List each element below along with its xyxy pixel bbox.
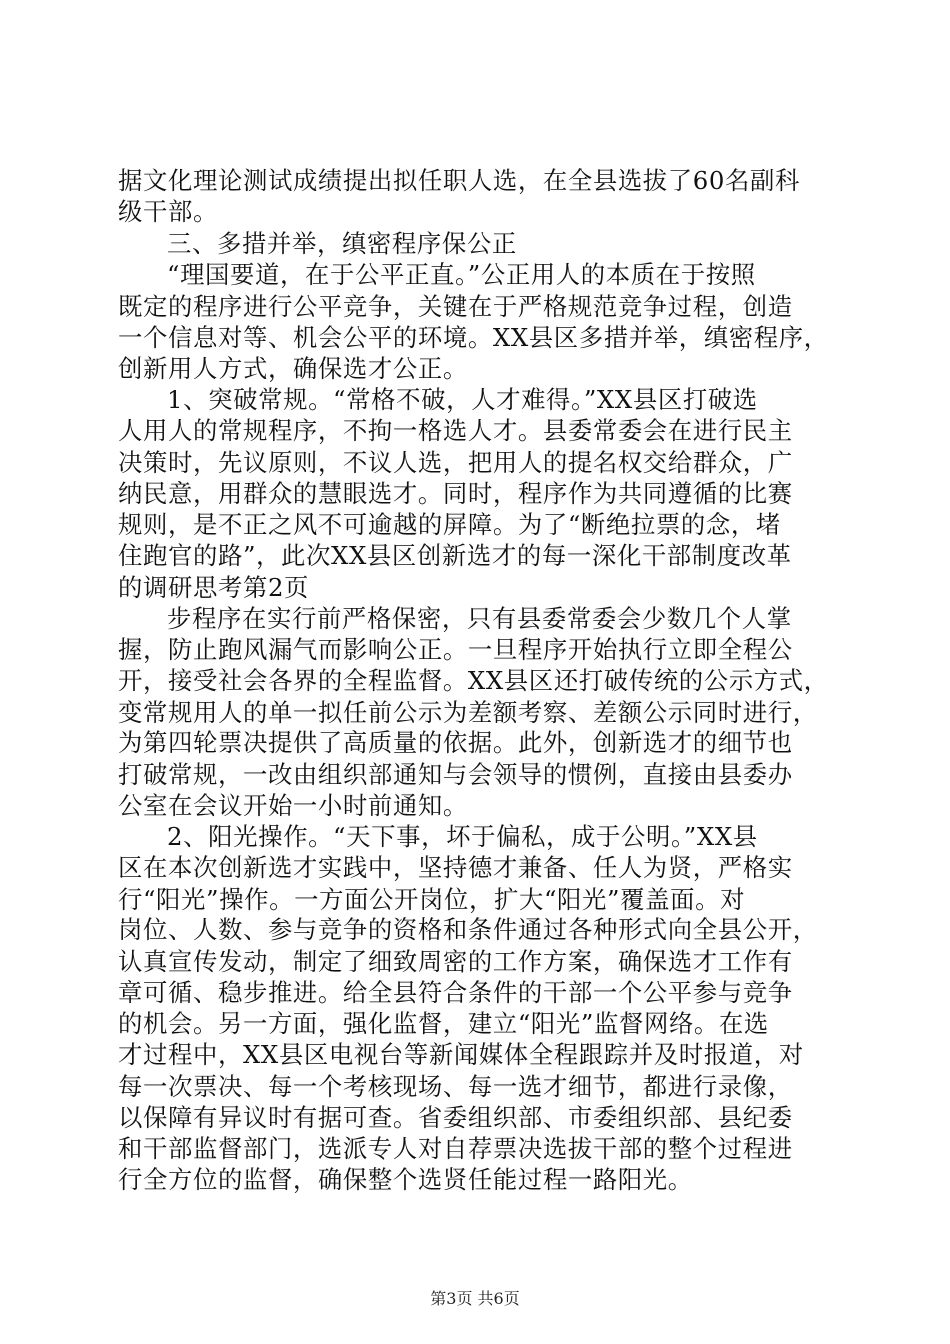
text-line: 纳民意，用群众的慧眼选才。同时，程序作为共同遵循的比赛: [118, 479, 793, 508]
text-line: 一个信息对等、机会公平的环境。XX县区多措并举，缜密程序，: [118, 323, 829, 352]
text-line: 开，接受社会各界的全程监督。XX县区还打破传统的公示方式，: [118, 666, 829, 695]
text-line: 岗位、人数、参与竞争的资格和条件通过各种形式向全县公开，: [118, 915, 818, 944]
text-line: “理国要道，在于公平正直。”公正用人的本质在于按照: [167, 260, 756, 289]
text-line: 的调研思考第2页: [118, 573, 310, 602]
text-line: 据文化理论测试成绩提出拟任职人选，在全县选拔了60名副科: [118, 166, 800, 195]
text-line: 认真宣传发动，制定了细致周密的工作方案，确保选才工作有: [118, 947, 793, 976]
text-line: 握，防止跑风漏气而影响公正。一旦程序开始执行立即全程公: [118, 635, 793, 664]
section-heading: 三、多措并举，缜密程序保公正: [167, 229, 517, 258]
text-line: 变常规用人的单一拟任前公示为差额考察、差额公示同时进行，: [118, 698, 818, 727]
text-line: 以保障有异议时有据可查。省委组织部、市委组织部、县纪委: [118, 1103, 793, 1132]
text-line: 区在本次创新选才实践中，坚持德才兼备、任人为贤，严格实: [118, 853, 793, 882]
text-line: 行“阳光”操作。一方面公开岗位，扩大“阳光”覆盖面。对: [118, 885, 746, 914]
page-number-footer: 第3页 共6页: [430, 1289, 520, 1308]
text-line: 级干部。: [118, 197, 218, 226]
text-line: 既定的程序进行公平竞争，关键在于严格规范竞争过程，创造: [118, 292, 793, 321]
text-line: 的机会。另一方面，强化监督，建立“阳光”监督网络。在选: [118, 1009, 769, 1038]
text-line: 人用人的常规程序，不拘一格选人才。县委常委会在进行民主: [118, 416, 793, 445]
text-line: 决策时，先议原则，不议人选，把用人的提名权交给群众，广: [118, 448, 793, 477]
text-line: 规则，是不正之风不可逾越的屏障。为了“断绝拉票的念，堵: [118, 510, 781, 539]
text-line: 1、突破常规。“常格不破，人才难得。”XX县区打破选: [167, 385, 758, 414]
text-line: 章可循、稳步推进。给全县符合条件的干部一个公平参与竞争: [118, 978, 793, 1007]
text-line: 公室在会议开始一小时前通知。: [118, 791, 468, 820]
text-line: 打破常规，一改由组织部通知与会领导的惯例，直接由县委办: [118, 760, 793, 789]
text-line: 为第四轮票决提供了高质量的依据。此外，创新选才的细节也: [118, 728, 793, 757]
text-line: 和干部监督部门，选派专人对自荐票决选拔干部的整个过程进: [118, 1134, 793, 1163]
text-line: 每一次票决、每一个考核现场、每一选才细节，都进行录像，: [118, 1072, 793, 1101]
text-line: 步程序在实行前严格保密，只有县委常委会少数几个人掌: [167, 604, 792, 633]
text-line: 行全方位的监督，确保整个选贤任能过程一路阳光。: [118, 1165, 693, 1194]
text-line: 才过程中，XX县区电视台等新闻媒体全程跟踪并及时报道，对: [118, 1040, 804, 1069]
text-line: 住跑官的路”，此次XX县区创新选才的每一深化干部制度改革: [118, 541, 792, 570]
text-line: 2、阳光操作。“天下事，坏于偏私，成于公明。”XX县: [167, 822, 758, 851]
text-line: 创新用人方式，确保选才公正。: [118, 354, 468, 383]
